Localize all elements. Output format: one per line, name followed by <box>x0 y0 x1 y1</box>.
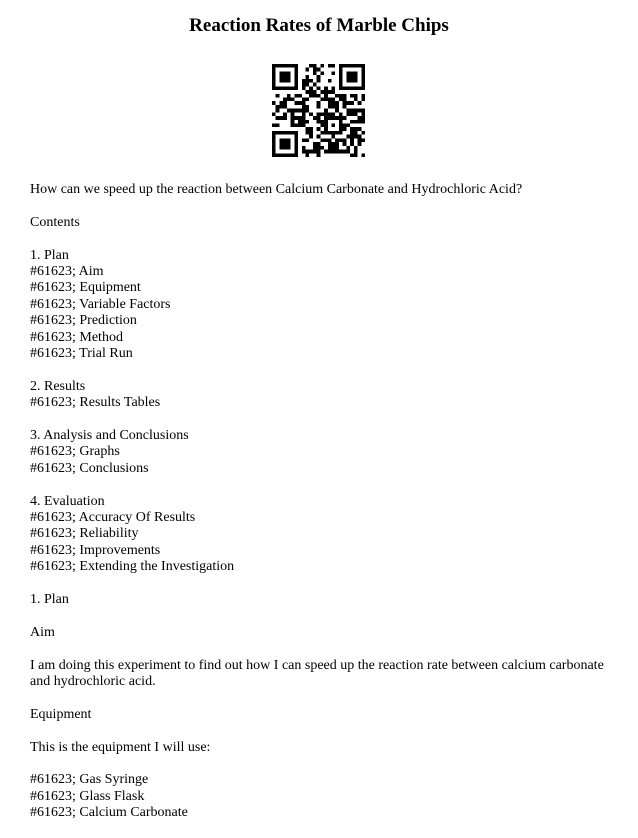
toc-section-results <box>30 379 620 412</box>
toc-section-heading: 1. Plan <box>30 247 69 263</box>
equipment-item: #61623; Calcium Carbonate <box>30 805 188 821</box>
toc-item: #61623; Results Tables <box>30 395 161 411</box>
toc-section-analysis <box>30 428 620 477</box>
aim-paragraph: I am doing this experiment to find out how I can speed up the reaction rate between calcium carbonate and hydrochloric acid. <box>30 657 604 690</box>
toc-section-heading: 3. Analysis and Conclusions <box>30 428 189 444</box>
qr-code-graphic <box>272 64 365 157</box>
research-question: How can we speed up the reaction between Calcium Carbonate and Hydrochloric Acid? <box>30 182 523 197</box>
toc-item: #61623; Improvements <box>30 542 161 558</box>
equipment-intro: This is the equipment I will use: <box>30 739 211 755</box>
equipment-item: #61623; Glass Flask <box>30 788 145 804</box>
toc-section-evaluation <box>30 494 620 576</box>
toc-item: #61623; Aim <box>30 264 104 279</box>
aim-heading: Aim <box>30 624 55 640</box>
toc-item: #61623; Graphs <box>30 444 120 460</box>
toc-section-plan <box>30 248 620 363</box>
toc-item: #61623; Variable Factors <box>30 296 171 312</box>
equipment-heading: Equipment <box>30 706 92 722</box>
toc-item: #61623; Prediction <box>30 313 137 329</box>
contents-heading: Contents <box>30 214 80 230</box>
toc-item: #61623; Extending the Investigation <box>30 559 235 575</box>
plan-section-heading: 1. Plan <box>30 592 69 608</box>
equipment-item: #61623; Gas Syringe <box>30 772 149 788</box>
equipment-list <box>30 772 620 821</box>
toc-section-heading: 4. Evaluation <box>30 493 105 509</box>
toc-item: #61623; Equipment <box>30 280 141 296</box>
toc-item: #61623; Trial Run <box>30 346 133 362</box>
toc-section-heading: 2. Results <box>30 378 86 394</box>
toc-item: #61623; Conclusions <box>30 460 149 476</box>
qr-code-image <box>272 64 365 157</box>
toc-item: #61623; Method <box>30 329 123 345</box>
document-body <box>30 182 620 838</box>
document-title: Reaction Rates of Marble Chips <box>189 15 449 36</box>
toc-item: #61623; Reliability <box>30 526 139 542</box>
toc-item: #61623; Accuracy Of Results <box>30 510 196 526</box>
